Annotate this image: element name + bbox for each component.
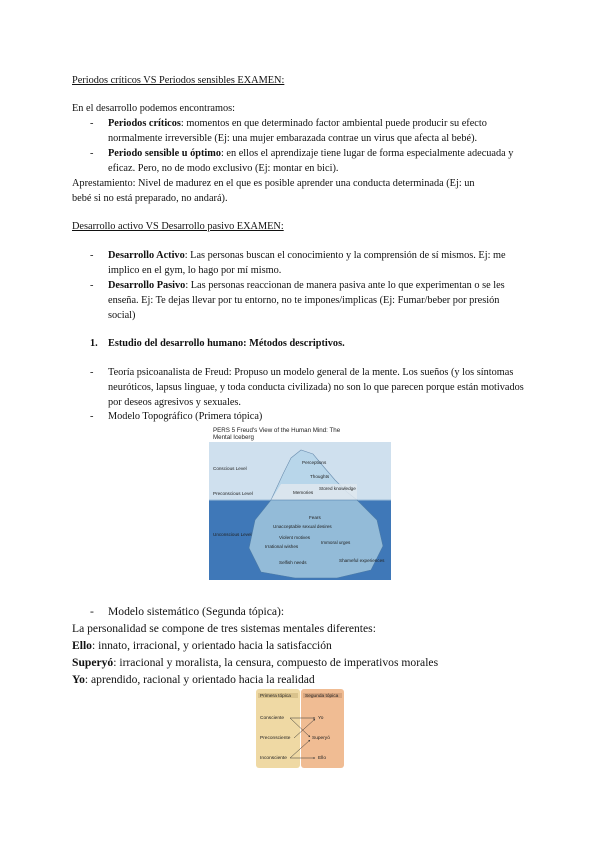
- term: Periodo sensible u óptimo: [108, 148, 221, 159]
- personalidad-text: La personalidad se compone de tres sistemas mentales diferentes:: [72, 622, 376, 635]
- list-item-desarrollo-pasivo: [108, 278, 528, 323]
- right-header: Segunda tópica: [305, 694, 339, 699]
- iceberg-figure: [209, 424, 391, 580]
- iceberg-title-line1: PERS 5 Freud's View of the Human Mind: The: [213, 427, 341, 434]
- term: Desarrollo Pasivo: [108, 280, 186, 291]
- right-item-ello: Ello: [318, 756, 326, 761]
- label-irrational-wishes: Irrational wishes: [265, 544, 299, 549]
- left-item-inconsciente: Inconsciente: [260, 756, 287, 761]
- label-sexual-desires: Unacceptable sexual desires: [273, 524, 332, 529]
- label-conscious: Conscious Level: [213, 466, 247, 471]
- bullet-dash: -: [90, 411, 94, 422]
- definition: : Las personas buscan el conocimiento y la comprensión de sí mismos. Ej: me implico en el gym, lo hago por mí mismo.: [108, 250, 506, 276]
- bullet-dash: -: [90, 280, 94, 291]
- heading-criticos-sensibles: Periodos críticos VS Periodos sensibles EXAMEN:: [72, 75, 285, 86]
- term: Periodos críticos: [108, 118, 181, 129]
- iceberg-body: [249, 500, 383, 578]
- aprestamiento-line-1: Aprestamiento: Nivel de madurez en el que es posible aprender una conducta determinada (Ej: un: [72, 178, 475, 189]
- right-item-yo: Yo: [318, 716, 324, 721]
- right-item-superyo: Superyó: [312, 736, 330, 741]
- label-immoral-urges: Immoral urges: [321, 540, 351, 545]
- list-item-periodos-criticos: [108, 116, 528, 146]
- superyo-line: Superyó: irracional y moralista, la censura, compuesto de imperativos morales: [72, 656, 439, 669]
- label-thoughts: Thoughts: [310, 474, 330, 479]
- label-unconscious: Unconscious Level: [213, 532, 252, 537]
- left-item-consciente: Consciente: [260, 716, 284, 721]
- label-perceptions: Perceptions: [302, 460, 327, 465]
- definition: : Las personas reaccionan de manera pasiva ante lo que experimentan o se les enseña. Ej: Te dejas llevar por tu entorno, no te impones/implicas (Ej: Fumar/beber por presión social): [108, 280, 505, 321]
- left-header: Primera tópica: [260, 694, 291, 699]
- ello-line: Ello: innato, irracional, y orientado hacia la satisfacción: [72, 639, 332, 652]
- section-number: 1.: [90, 338, 98, 349]
- label-fears: Fears: [309, 515, 321, 520]
- aprestamiento-line-2: bebé si no está preparado, no andará).: [72, 193, 228, 204]
- section-title: Estudio del desarrollo humano: Métodos descriptivos.: [108, 338, 345, 349]
- bullet-dash: -: [90, 118, 94, 129]
- label-preconscious: Preconscious Level: [213, 491, 253, 496]
- label-stored-knowledge: Stored knowledge: [319, 486, 356, 491]
- left-item-preconsciente: Preconsciente: [260, 736, 291, 741]
- label-violent-motives: Violent motives: [279, 535, 311, 540]
- iceberg-title-line2: Mental Iceberg: [213, 434, 254, 441]
- list-item-desarrollo-activo: [108, 248, 528, 278]
- label-selfish-needs: Selfish needs: [279, 560, 307, 565]
- definition: : en ellos el aprendizaje tiene lugar de forma especialmente adecuada y eficaz. Pero, no de modo exclusivo (Ej: montar en bici).: [108, 148, 514, 174]
- list-item-modelo-sistematico: Modelo sistemático (Segunda tópica):: [108, 605, 285, 618]
- bullet-dash: -: [90, 148, 94, 159]
- list-item-modelo-topografico: Modelo Topográfico (Primera tópica): [108, 411, 263, 422]
- definition: : momentos en que determinado factor ambiental puede producir su efecto normalmente irreversible (Ej: una mujer embarazada contrae un virus que afecta al bebé).: [108, 118, 487, 144]
- term: Desarrollo Activo: [108, 250, 185, 261]
- label-shameful-experiences: Shameful experiences: [339, 558, 385, 563]
- label-memories: Memories: [293, 490, 314, 495]
- list-item-periodo-sensible: [108, 146, 528, 176]
- bullet-dash: -: [90, 605, 94, 618]
- heading-activo-pasivo: Desarrollo activo VS Desarrollo pasivo EXAMEN:: [72, 221, 284, 232]
- list-item-freud: Teoría psicoanalista de Freud: Propuso un modelo general de la mente. Los sueños (y los síntomas neuróticos, lapsus linguae, y toda conducta civilizada) no son lo que parecen porque están motivados por deseos agresivos y sexuales.: [108, 367, 524, 408]
- intro-text: En el desarrollo podemos encontramos:: [72, 103, 235, 114]
- bullet-dash: -: [90, 250, 94, 261]
- topics-diagram: [254, 687, 346, 770]
- yo-line: Yo: aprendido, racional y orientado hacia la realidad: [72, 673, 315, 686]
- bullet-dash: -: [90, 367, 94, 378]
